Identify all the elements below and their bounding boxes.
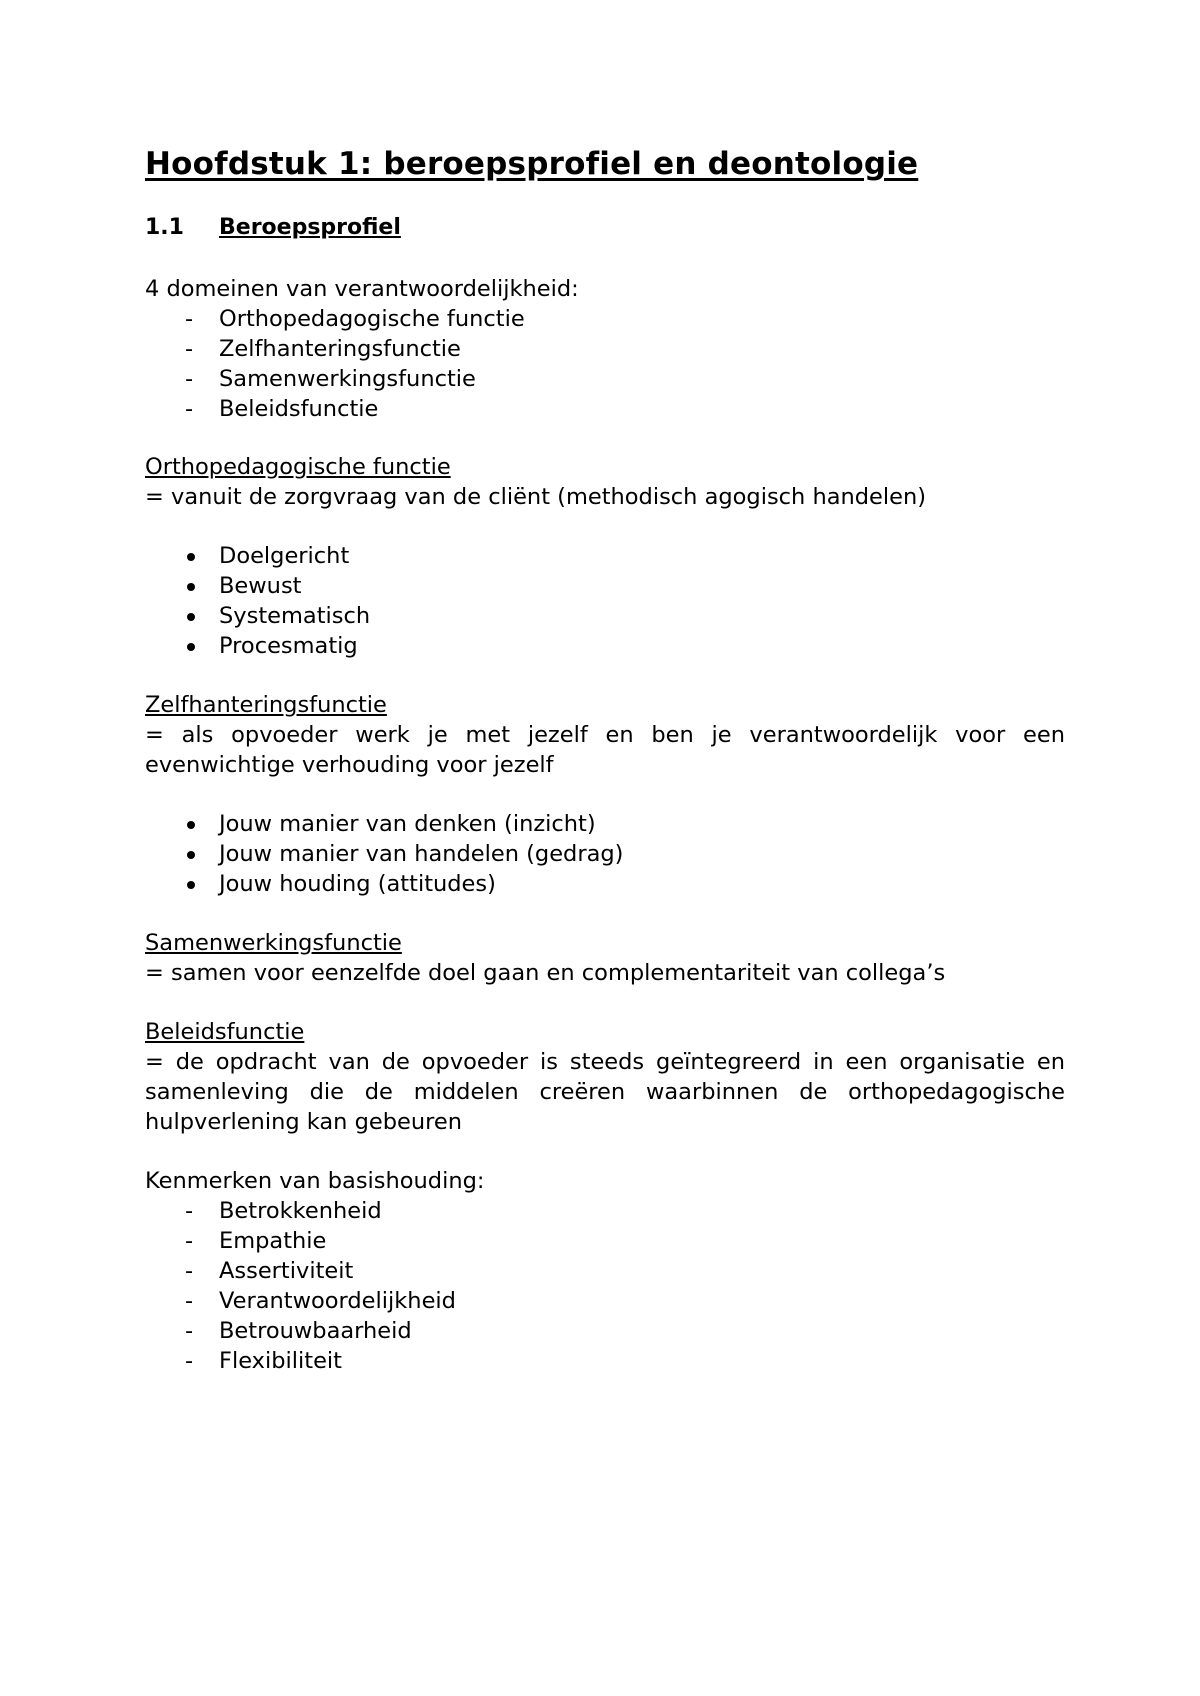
beleid-heading: Beleidsfunctie xyxy=(145,1019,305,1045)
ortho-definition: = vanuit de zorgvraag van de cliënt (methodisch agogisch handelen) xyxy=(145,484,927,510)
list-item: - Betrouwbaarheid xyxy=(145,1316,1065,1346)
list-item: Doelgericht xyxy=(145,541,1065,571)
list-item: - Betrokkenheid xyxy=(145,1196,1065,1226)
section-title: Beroepsprofiel xyxy=(219,215,401,240)
list-item: Jouw manier van denken (inzicht) xyxy=(145,809,1065,839)
section-number: 1.1 xyxy=(145,215,184,240)
ortho-heading: Orthopedagogische functie xyxy=(145,454,451,480)
list-item: Jouw manier van handelen (gedrag) xyxy=(145,839,1065,869)
list-item: Jouw houding (attitudes) xyxy=(145,869,1065,899)
list-item: - Verantwoordelijkheid xyxy=(145,1286,1065,1316)
zelf-block xyxy=(145,690,1065,780)
list-item: - Orthopedagogische functie xyxy=(145,304,1065,334)
zelf-list-block xyxy=(145,809,1065,899)
list-item: - Beleidsfunctie xyxy=(145,394,1065,424)
list-item: - Empathie xyxy=(145,1226,1065,1256)
ortho-list-block xyxy=(145,541,1065,661)
zelf-list xyxy=(145,809,1065,899)
chapter-title: Hoofdstuk 1: beroepsprofiel en deontologie xyxy=(145,146,919,182)
kenmerken-intro: Kenmerken van basishouding: xyxy=(145,1168,485,1194)
domains-intro: 4 domeinen van verantwoordelijkheid: xyxy=(145,276,579,302)
beleid-definition: = de opdracht van de opvoeder is steeds geïntegreerd in een organisatie en samenleving die de middelen creëren waarbinnen de orthopedagogische hulpverlening kan gebeuren xyxy=(145,1049,1065,1135)
ortho-list xyxy=(145,541,1065,661)
kenmerken-block xyxy=(145,1166,1065,1376)
list-item: Systematisch xyxy=(145,601,1065,631)
list-item: Bewust xyxy=(145,571,1065,601)
zelf-heading: Zelfhanteringsfunctie xyxy=(145,692,387,718)
list-item: - Samenwerkingsfunctie xyxy=(145,364,1065,394)
ortho-block xyxy=(145,452,1065,512)
samen-heading: Samenwerkingsfunctie xyxy=(145,930,402,956)
kenmerken-list xyxy=(145,1196,1065,1376)
samen-definition: = samen voor eenzelfde doel gaan en complementariteit van collega’s xyxy=(145,960,946,986)
samen-block xyxy=(145,928,1065,988)
section-heading xyxy=(145,215,401,240)
beleid-block xyxy=(145,1017,1065,1137)
zelf-definition: = als opvoeder werk je met jezelf en ben je verantwoordelijk voor een evenwichtige verhouding voor jezelf xyxy=(145,722,1065,778)
list-item: - Assertiviteit xyxy=(145,1256,1065,1286)
list-item: - Zelfhanteringsfunctie xyxy=(145,334,1065,364)
list-item: - Flexibiliteit xyxy=(145,1346,1065,1376)
list-item: Procesmatig xyxy=(145,631,1065,661)
domains-list xyxy=(145,304,1065,424)
domains-block xyxy=(145,274,1065,424)
